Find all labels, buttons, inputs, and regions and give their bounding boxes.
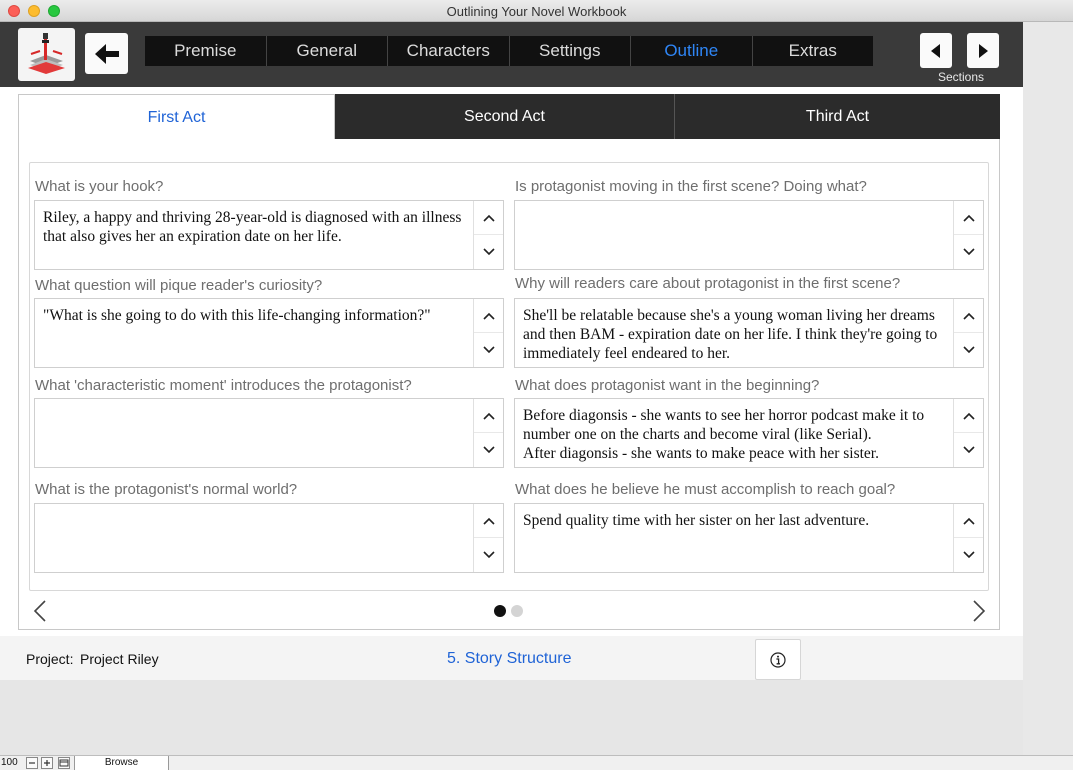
zoom-level[interactable]: 100 bbox=[1, 757, 18, 768]
answer-scroller bbox=[473, 504, 503, 572]
chevron-up-icon bbox=[483, 517, 495, 525]
chevron-up-icon bbox=[483, 312, 495, 320]
answer-scroller bbox=[953, 504, 983, 572]
zoom-out-button[interactable] bbox=[26, 757, 38, 769]
arrow-left-icon bbox=[95, 44, 119, 64]
footer-bar bbox=[0, 636, 1023, 680]
question-label: Is protagonist moving in the first scene? Doing what? bbox=[515, 178, 867, 195]
story-structure-link[interactable]: 5. Story Structure bbox=[447, 650, 572, 667]
scroll-down-button[interactable] bbox=[474, 433, 503, 467]
answer-scroller bbox=[473, 399, 503, 467]
questions-panel bbox=[29, 162, 989, 591]
answer-text[interactable]: Spend quality time with her sister on her last adventure. bbox=[523, 512, 870, 529]
scroll-up-button[interactable] bbox=[474, 201, 503, 235]
nav-tab-premise[interactable]: Premise bbox=[145, 36, 267, 66]
sections-label: Sections bbox=[937, 70, 985, 84]
nav-tab-general[interactable]: General bbox=[267, 36, 389, 66]
answer-scroller bbox=[953, 201, 983, 269]
answer-text[interactable] bbox=[523, 208, 947, 266]
answer-field[interactable] bbox=[34, 503, 504, 573]
main-content bbox=[0, 87, 1023, 636]
chevron-down-icon bbox=[483, 248, 495, 256]
triangle-left-icon bbox=[931, 44, 941, 58]
scroll-up-button[interactable] bbox=[954, 504, 983, 538]
tab-second-act[interactable]: Second Act bbox=[335, 94, 675, 139]
chevron-down-icon bbox=[483, 551, 495, 559]
nav-tab-outline[interactable]: Outline bbox=[631, 36, 753, 66]
nav-tab-extras[interactable]: Extras bbox=[788, 41, 837, 60]
previous-section-button[interactable] bbox=[920, 33, 952, 68]
chevron-down-icon bbox=[963, 446, 975, 454]
question-label: What does he believe he must accomplish to reach goal? bbox=[515, 481, 896, 498]
chevron-up-icon bbox=[483, 214, 495, 222]
window-title: Outlining Your Novel Workbook bbox=[446, 4, 627, 19]
chevron-up-icon bbox=[963, 517, 975, 525]
title-bar bbox=[0, 0, 1073, 22]
scroll-down-button[interactable] bbox=[954, 433, 983, 467]
scroll-down-button[interactable] bbox=[474, 538, 503, 572]
info-icon bbox=[770, 652, 786, 668]
section-nav bbox=[145, 36, 873, 66]
answer-field[interactable] bbox=[34, 298, 504, 368]
scroll-down-button[interactable] bbox=[954, 235, 983, 269]
question-label: What 'characteristic moment' introduces the protagonist? bbox=[35, 377, 412, 394]
question-label: Why will readers care about protagonist in the first scene? bbox=[515, 275, 901, 292]
panel-icon bbox=[59, 758, 69, 768]
window-side-strip bbox=[1023, 22, 1073, 755]
scroll-down-button[interactable] bbox=[954, 333, 983, 367]
scroll-up-button[interactable] bbox=[954, 399, 983, 433]
chevron-up-icon bbox=[963, 412, 975, 420]
scroll-up-button[interactable] bbox=[474, 399, 503, 433]
scroll-down-button[interactable] bbox=[954, 538, 983, 572]
next-section-button[interactable] bbox=[967, 33, 999, 68]
nav-tab-characters[interactable]: Characters bbox=[388, 36, 510, 66]
chevron-down-icon bbox=[483, 446, 495, 454]
scroll-down-button[interactable] bbox=[474, 235, 503, 269]
page-indicator-dot[interactable] bbox=[511, 605, 523, 617]
chevron-up-icon bbox=[483, 412, 495, 420]
app-header bbox=[0, 22, 1023, 87]
page-indicator-dot-active[interactable] bbox=[494, 605, 506, 617]
answer-field[interactable] bbox=[34, 398, 504, 468]
answer-text[interactable]: "What is she going to do with this life-changing information?" bbox=[43, 307, 431, 324]
plus-icon bbox=[42, 758, 52, 768]
triangle-right-icon bbox=[978, 44, 988, 58]
answer-field[interactable] bbox=[514, 298, 984, 368]
answer-field[interactable] bbox=[514, 398, 984, 468]
minus-icon bbox=[27, 758, 37, 768]
answer-text[interactable] bbox=[43, 406, 467, 464]
chevron-down-icon bbox=[963, 248, 975, 256]
scroll-down-button[interactable] bbox=[474, 333, 503, 367]
nav-tab-settings[interactable]: Settings bbox=[510, 36, 632, 66]
answer-text[interactable]: Riley, a happy and thriving 28-year-old is diagnosed with an illness that also gives her an expiration date on her life. bbox=[43, 209, 462, 245]
next-page-button[interactable] bbox=[972, 600, 986, 627]
scroll-up-button[interactable] bbox=[954, 299, 983, 333]
chevron-up-icon bbox=[963, 214, 975, 222]
scroll-up-button[interactable] bbox=[474, 299, 503, 333]
toolbar-toggle-button[interactable] bbox=[58, 757, 70, 769]
chevron-left-icon bbox=[33, 600, 47, 622]
question-label: What question will pique reader's curiosity? bbox=[35, 277, 323, 294]
info-button[interactable] bbox=[755, 639, 801, 680]
question-label: What is your hook? bbox=[35, 178, 164, 195]
tab-first-act[interactable]: First Act bbox=[18, 94, 335, 139]
project-label: Project: bbox=[26, 651, 74, 667]
answer-text[interactable] bbox=[43, 511, 467, 569]
project-name: Project Riley bbox=[80, 651, 159, 667]
answer-scroller bbox=[473, 299, 503, 367]
answer-field[interactable] bbox=[514, 200, 984, 270]
answer-scroller bbox=[473, 201, 503, 269]
answer-field[interactable] bbox=[514, 503, 984, 573]
tab-third-act[interactable]: Third Act bbox=[675, 94, 1000, 139]
act-tabs bbox=[18, 94, 1000, 139]
chevron-down-icon bbox=[483, 346, 495, 354]
answer-scroller bbox=[953, 399, 983, 467]
chevron-up-icon bbox=[963, 312, 975, 320]
zoom-in-button[interactable] bbox=[41, 757, 53, 769]
chevron-down-icon bbox=[963, 551, 975, 559]
status-bar bbox=[0, 755, 1073, 770]
question-label: What does protagonist want in the beginning? bbox=[515, 377, 820, 394]
answer-field[interactable] bbox=[34, 200, 504, 270]
chevron-down-icon bbox=[963, 346, 975, 354]
mode-selector[interactable]: Browse bbox=[74, 756, 169, 770]
answer-text[interactable]: She'll be relatable because she's a young woman living her dreams and then BAM - expiration date on her life. I think they're going to immediately feel endeared to her. bbox=[523, 307, 938, 362]
app-logo bbox=[18, 28, 75, 81]
previous-page-button[interactable] bbox=[33, 600, 47, 627]
back-button[interactable] bbox=[85, 33, 128, 74]
question-label: What is the protagonist's normal world? bbox=[35, 481, 298, 498]
answer-scroller bbox=[953, 299, 983, 367]
scroll-up-button[interactable] bbox=[474, 504, 503, 538]
scroll-up-button[interactable] bbox=[954, 201, 983, 235]
quill-logo-icon bbox=[18, 28, 75, 81]
answer-text[interactable]: Before diagonsis - she wants to see her horror podcast make it to number one on the charts and become viral (like Serial). After diagonsis - she wants to make peace with her sister. bbox=[523, 407, 925, 462]
chevron-right-icon bbox=[972, 600, 986, 622]
